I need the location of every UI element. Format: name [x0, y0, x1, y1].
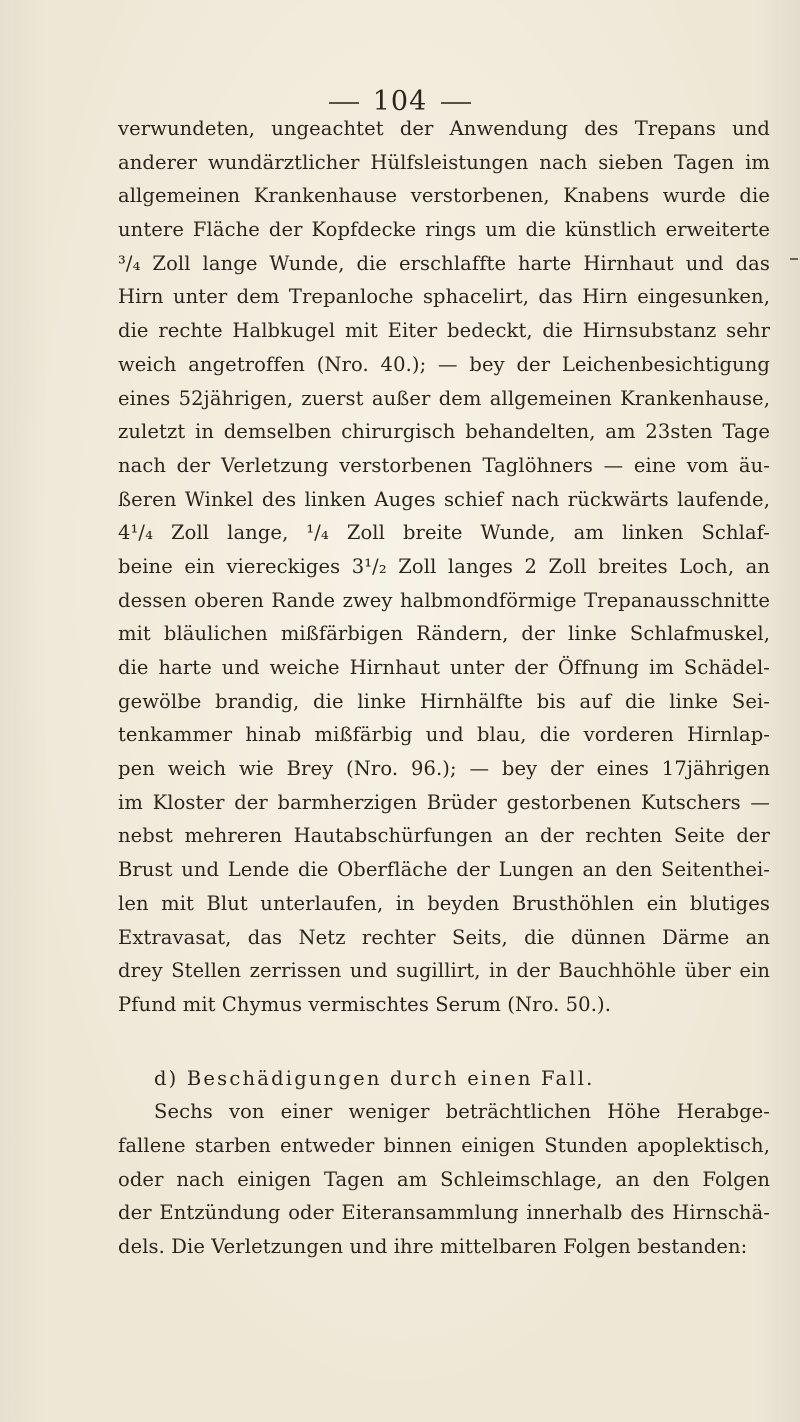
text-line: pen weich wie Brey (Nro. 96.); — bey der eines 17jährigen	[118, 757, 770, 781]
text-line: beine ein viereckiges 3¹/₂ Zoll langes 2 Zoll breites Loch, an	[118, 554, 770, 578]
header-rule-left	[329, 102, 359, 104]
text-line: der Entzündung oder Eiteransammlung innerhalb des Hirnschä-	[118, 1201, 770, 1225]
margin-mark	[790, 258, 798, 260]
text-line: Pfund mit Chymus vermischtes Serum (Nro. 50.).	[118, 992, 611, 1016]
text-line: tenkammer hinab mißfärbig und blau, die vorderen Hirnlap-	[118, 723, 770, 747]
paragraph-fall-injuries	[118, 1095, 770, 1263]
text-line: Brust und Lende die Oberfläche der Lungen an den Seitenthei-	[118, 858, 770, 882]
header-rule-right	[441, 102, 471, 104]
text-line: die rechte Halbkugel mit Eiter bedeckt, die Hirnsubstanz sehr	[118, 319, 770, 343]
text-line: die harte und weiche Hirnhaut unter der Öffnung im Schädel-	[118, 656, 770, 679]
text-line: verwundeten, ungeachtet der Anwendung des Trepans und	[118, 117, 770, 140]
text-line: anderer wundärztlicher Hülfsleistungen nach sieben Tagen im	[118, 150, 770, 174]
text-line: Hirn unter dem Trepanloche sphacelirt, das Hirn eingesunken,	[118, 285, 770, 309]
text-line: ³/₄ Zoll lange Wunde, die erschlaffte harte Hirnhaut und das	[118, 251, 770, 275]
text-line: drey Stellen zerrissen und sugillirt, in der Bauchhöhle über ein	[118, 959, 770, 983]
text-line: dels. Die Verletzungen und ihre mittelbaren Folgen bestanden:	[118, 1235, 748, 1258]
text-line: nach der Verletzung verstorbenen Taglöhners — eine vom äu-	[118, 453, 770, 477]
text-line: weich angetroffen (Nro. 40.); — bey der Leichenbesichtigung	[118, 352, 770, 376]
section-heading: d) Beschädigungen durch einen Fall.	[154, 1066, 595, 1090]
paragraph-autopsy-reports	[118, 112, 770, 1022]
body-text	[118, 112, 770, 1264]
text-line: ßeren Winkel des linken Auges schief nach rückwärts laufende,	[118, 487, 770, 511]
page-number: 104	[372, 86, 428, 117]
text-line: fallene starben entweder binnen einigen Stunden apoplektisch,	[118, 1133, 770, 1157]
text-line: Sechs von einer weniger beträchtlichen Höhe Herabge-	[154, 1100, 770, 1124]
text-line: Extravasat, das Netz rechter Seits, die dünnen Därme an	[118, 925, 770, 949]
text-line: zuletzt in demselben chirurgisch behandelten, am 23sten Tage	[118, 420, 770, 444]
text-line: oder nach einigen Tagen am Schleimschlage, an den Folgen	[118, 1167, 770, 1191]
text-line: len mit Blut unterlaufen, in beyden Brusthöhlen ein blutiges	[118, 891, 770, 915]
text-line: eines 52jährigen, zuerst außer dem allgemeinen Krankenhause,	[118, 386, 770, 410]
text-line: 4¹/₄ Zoll lange, ¹/₄ Zoll breite Wunde, am linken Schlaf-	[118, 521, 770, 545]
text-line: nebst mehreren Hautabschürfungen an der rechten Seite der	[118, 824, 770, 848]
text-line: dessen oberen Rande zwey halbmondförmige Trepanausschnitte	[118, 588, 770, 612]
text-line: mit bläulichen mißfärbigen Rändern, der linke Schlafmuskel,	[118, 622, 770, 646]
section-spacer	[118, 1022, 770, 1062]
text-line: untere Fläche der Kopfdecke rings um die künstlich erweiterte	[118, 218, 770, 242]
text-line: allgemeinen Krankenhause verstorbenen, Knabens wurde die	[118, 184, 770, 208]
text-line: gewölbe brandig, die linke Hirnhälfte bis auf die linke Sei-	[118, 689, 770, 713]
text-line: im Kloster der barmherzigen Brüder gestorbenen Kutschers —	[118, 790, 770, 814]
